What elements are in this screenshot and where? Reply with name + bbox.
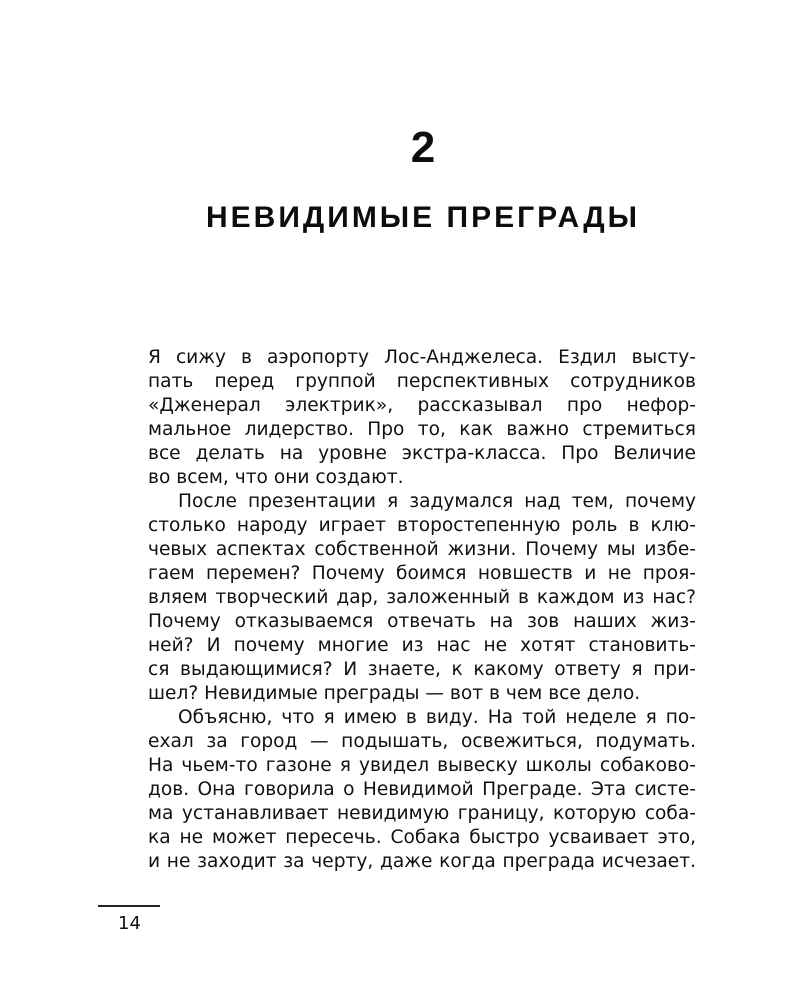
body-line: ка не может пересечь. Собака быстро усваивает это, bbox=[148, 827, 696, 848]
body-line: и не заходит за черту, даже когда преграда исчезает. bbox=[148, 851, 696, 872]
body-line: На чьем-то газоне я увидел вывеску школы собаково- bbox=[148, 755, 696, 776]
body-line: шел? Невидимые преграды — вот в чем все дело. bbox=[148, 683, 641, 704]
body-line: ней? И почему многие из нас не хотят становить- bbox=[148, 635, 696, 656]
body-line: мальное лидерство. Про то, как важно стремиться bbox=[148, 419, 696, 440]
body-line: ехал за город — подышать, освежиться, подумать. bbox=[148, 731, 696, 752]
body-line: во всем, что они создают. bbox=[148, 467, 404, 488]
body-line: ма устанавливает невидимую границу, которую соба- bbox=[148, 803, 696, 824]
chapter-number: 2 bbox=[410, 123, 436, 172]
body-line: Объясню, что я имею в виду. На той неделе я по- bbox=[178, 707, 696, 728]
body-line: все делать на уровне экстра-класса. Про Величие bbox=[148, 443, 696, 464]
body-line: Почему отказываемся отвечать на зов наших жиз- bbox=[148, 611, 696, 632]
body-line: После презентации я задумался над тем, почему bbox=[178, 491, 696, 512]
body-line: столько народу играет второстепенную роль в клю- bbox=[148, 515, 696, 536]
body-line: «Дженерал электрик», рассказывал про нефор- bbox=[148, 395, 696, 416]
body-text bbox=[148, 346, 696, 874]
body-line: Я сижу в аэропорту Лос-Анджелеса. Ездил высту- bbox=[148, 347, 696, 368]
body-line: вляем творческий дар, заложенный в каждом из нас? bbox=[148, 587, 696, 608]
chapter-title: НЕВИДИМЫЕ ПРЕГРАДЫ bbox=[205, 201, 641, 234]
body-line: гаем перемен? Почему боимся новшеств и не проя- bbox=[148, 563, 696, 584]
body-line: ся выдающимися? И знаете, к какому ответу я при- bbox=[148, 659, 696, 680]
body-line: дов. Она говорила о Невидимой Преграде. Эта систе- bbox=[148, 779, 696, 800]
body-line: чевых аспектах собственной жизни. Почему мы избе- bbox=[148, 539, 696, 560]
footer-rule bbox=[98, 905, 160, 907]
page-number: 14 bbox=[118, 913, 141, 934]
body-line: пать перед группой перспективных сотрудников bbox=[148, 371, 696, 392]
